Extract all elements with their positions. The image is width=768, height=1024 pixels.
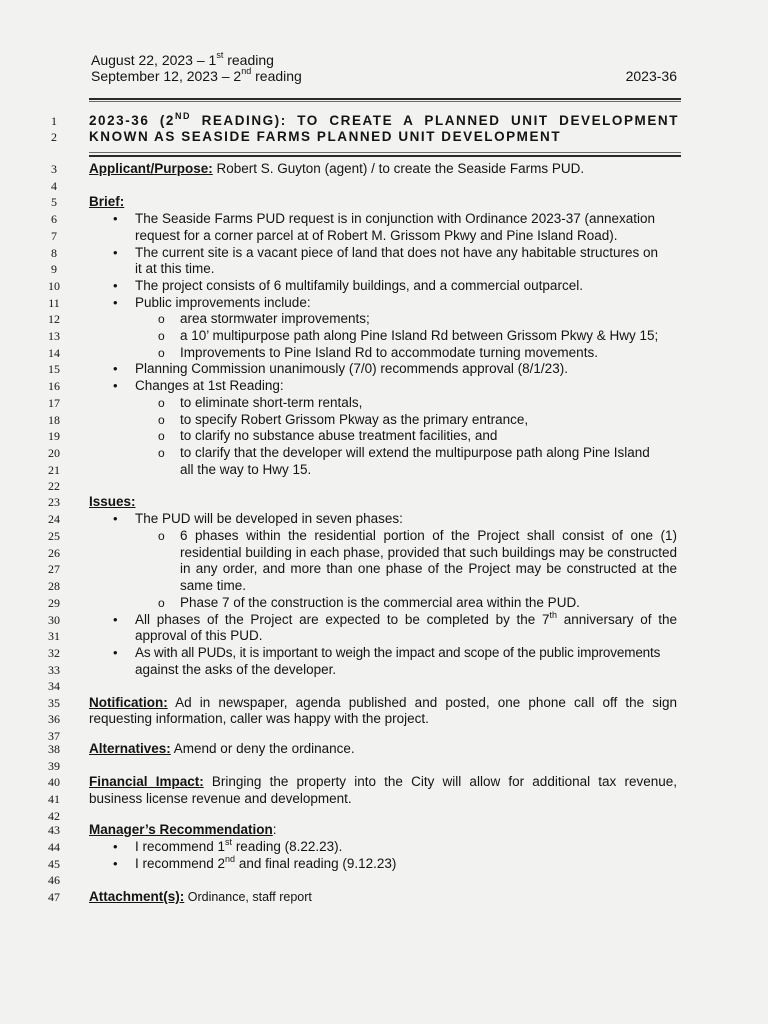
ordinance-title-line-1	[89, 110, 679, 130]
second-reading-tail: reading	[251, 68, 302, 84]
notification-line-35	[89, 695, 677, 712]
ordinance-number: 2023-36	[625, 68, 677, 84]
line-number: 27	[48, 562, 60, 576]
brief-line-10: The project consists of 6 multifamily buildings, and a commercial outparcel.	[135, 278, 583, 293]
line-number: 30	[48, 613, 60, 627]
applicant-label: Applicant/Purpose:	[89, 161, 213, 176]
brief-heading	[89, 194, 124, 211]
notification-label: Notification:	[89, 695, 168, 710]
sub-bullet: o	[158, 446, 165, 460]
title-sup: ND	[174, 110, 192, 121]
brief-line-15: Planning Commission unanimously (7/0) recommends approval (8/1/23).	[135, 361, 568, 376]
top-divider-thin	[89, 101, 681, 102]
brief-line-16: Changes at 1st Reading:	[135, 378, 284, 393]
financial-text: Bringing the property into the City will allow for additional tax revenue,	[203, 774, 677, 789]
line-number: 45	[48, 857, 60, 871]
line-number: 47	[48, 890, 60, 904]
title-text-a: 2023-36 (2	[89, 113, 175, 128]
financial-line-40	[89, 774, 677, 791]
manager-line-44-sup: st	[225, 836, 233, 847]
line-number: 12	[48, 312, 60, 326]
manager-line-45-a: I recommend 2	[135, 856, 226, 871]
issues-line-30	[135, 609, 678, 629]
line-number: 8	[51, 246, 57, 260]
brief-line-8: The current site is a vacant piece of land that does not have any habitable structures on	[135, 245, 659, 260]
second-reading-date: September 12, 2023 – 2	[91, 68, 242, 84]
brief-line-17: to eliminate short-term rentals,	[180, 395, 363, 410]
line-number: 26	[48, 546, 60, 560]
bullet: •	[113, 211, 118, 226]
line-number: 17	[48, 396, 60, 410]
issues-line-30-b: anniversary of the	[557, 612, 678, 627]
brief-line-21: all the way to Hwy 15.	[180, 462, 312, 477]
line-number: 10	[48, 279, 60, 293]
financial-label: Financial Impact:	[89, 774, 204, 789]
line-number: 35	[48, 696, 60, 710]
line-number: 31	[48, 629, 60, 643]
line-number: 4	[51, 179, 57, 193]
manager-line-45-sup: nd	[225, 853, 236, 864]
brief-line-14: Improvements to Pine Island Rd to accommodate turning movements.	[180, 345, 598, 360]
second-reading-line	[91, 68, 302, 84]
first-reading-line	[91, 52, 302, 68]
line-number: 11	[48, 296, 60, 310]
line-number: 37	[48, 729, 60, 743]
manager-label: Manager’s Recommendation	[89, 822, 273, 837]
bullet: •	[113, 278, 118, 293]
line-number: 14	[48, 346, 60, 360]
notification-line-36: requesting information, caller was happy with the project.	[89, 711, 429, 726]
line-number: 6	[51, 212, 57, 226]
line-number: 22	[48, 479, 60, 493]
brief-line-11: Public improvements include:	[135, 295, 311, 310]
line-number: 1	[51, 114, 57, 128]
brief-line-13: a 10’ multipurpose path along Pine Island Rd between Grissom Pkwy & Hwy 15;	[180, 328, 659, 343]
line-number: 2	[51, 130, 57, 144]
line-number: 19	[48, 429, 60, 443]
sub-bullet: o	[158, 596, 165, 610]
alternatives-text: Amend or deny the ordinance.	[170, 741, 355, 756]
line-number: 43	[48, 823, 60, 837]
ordinance-title-line-2: KNOWN AS SEASIDE FARMS PLANNED UNIT DEVELOPMENT	[89, 129, 562, 144]
issues-line-30-a: All phases of the Project are expected to be completed by the 7	[135, 612, 550, 627]
issues-line-28: same time.	[180, 578, 247, 593]
line-number: 24	[48, 512, 60, 526]
title-divider-thin	[89, 152, 681, 153]
bullet: •	[113, 856, 118, 871]
second-reading-sup: nd	[241, 66, 252, 77]
alternatives-label: Alternatives:	[89, 741, 171, 756]
sub-bullet: o	[158, 346, 165, 360]
line-number: 46	[48, 873, 60, 887]
bullet: •	[113, 361, 118, 376]
first-reading-sup: st	[216, 50, 224, 61]
bullet: •	[113, 245, 118, 260]
issues-line-24: The PUD will be developed in seven phases:	[135, 511, 403, 526]
brief-line-12: area stormwater improvements;	[180, 311, 370, 326]
issues-line-33: against the asks of the developer.	[135, 662, 337, 677]
applicant-text: Robert S. Guyton (agent) / to create the Seaside Farms PUD.	[212, 161, 585, 176]
manager-colon: :	[272, 822, 277, 837]
line-number: 13	[48, 329, 60, 343]
bullet: •	[113, 295, 118, 310]
line-number: 25	[48, 529, 60, 543]
line-number: 15	[48, 362, 60, 376]
line-number: 44	[48, 840, 60, 854]
issues-line-31: approval of this PUD.	[135, 628, 263, 643]
bullet: •	[113, 511, 118, 526]
line-number: 39	[48, 759, 60, 773]
bullet: •	[113, 378, 118, 393]
brief-label: Brief	[89, 194, 120, 209]
issues-colon: :	[131, 494, 136, 509]
line-number: 34	[48, 679, 60, 693]
line-number: 3	[51, 162, 57, 176]
bullet: •	[113, 839, 118, 854]
financial-line-41: business license revenue and development.	[89, 791, 352, 806]
brief-line-6: The Seaside Farms PUD request is in conjunction with Ordinance 2023-37 (annexation	[135, 211, 656, 226]
line-number: 5	[51, 195, 57, 209]
brief-line-20: to clarify that the developer will extend the multipurpose path along Pine Island	[180, 445, 650, 460]
manager-line-44-b: reading (8.22.23).	[232, 839, 343, 854]
attachments-label: Attachment(s):	[89, 889, 185, 904]
line-number: 23	[48, 495, 60, 509]
sub-bullet: o	[158, 312, 165, 326]
line-number: 20	[48, 446, 60, 460]
line-number: 29	[48, 596, 60, 610]
title-divider	[89, 155, 681, 157]
manager-line-45-b: and final reading (9.12.23)	[235, 856, 397, 871]
issues-line-32: As with all PUDs, it is important to weigh the impact and scope of the public improvements	[135, 645, 661, 660]
issues-line-29: Phase 7 of the construction is the commercial area within the PUD.	[180, 595, 580, 610]
first-reading-date: August 22, 2023 – 1	[91, 52, 217, 68]
line-number: 28	[48, 579, 60, 593]
sub-bullet: o	[158, 429, 165, 443]
line-number: 32	[48, 646, 60, 660]
manager-line-44	[135, 836, 343, 856]
notification-text: Ad in newspaper, agenda published and posted, one phone call off the sign	[167, 695, 677, 710]
sub-bullet: o	[158, 329, 165, 343]
issues-line-26: residential building in each phase, provided that such buildings may be constructed	[180, 545, 677, 560]
first-reading-tail: reading	[223, 52, 274, 68]
sub-bullet: o	[158, 529, 165, 543]
issues-heading	[89, 494, 136, 511]
line-number: 9	[51, 262, 57, 276]
reading-dates	[91, 52, 302, 84]
alternatives	[89, 741, 355, 758]
brief-colon: :	[119, 194, 125, 209]
line-number: 42	[48, 809, 60, 823]
line-number: 38	[48, 742, 60, 756]
line-number: 21	[48, 463, 60, 477]
brief-line-18: to specify Robert Grissom Pkway as the primary entrance,	[180, 412, 529, 427]
bullet: •	[113, 645, 118, 660]
line-number: 16	[48, 379, 60, 393]
bullet: •	[113, 612, 118, 627]
brief-line-9: it at this time.	[135, 261, 215, 276]
manager-heading	[89, 822, 277, 839]
sub-bullet: o	[158, 413, 165, 427]
issues-line-30-sup: th	[549, 609, 558, 620]
manager-line-45	[135, 853, 397, 873]
line-number: 40	[48, 775, 60, 789]
line-number: 18	[48, 413, 60, 427]
top-divider	[89, 98, 681, 100]
applicant-purpose	[89, 161, 584, 178]
line-number: 7	[51, 229, 57, 243]
attachments-text: Ordinance, staff report	[184, 890, 312, 904]
title-text-b: READING): TO CREATE A PLANNED UNIT DEVELOPMENT	[191, 113, 679, 128]
issues-line-25: 6 phases within the residential portion of the Project shall consist of one (1)	[180, 528, 677, 543]
line-number: 33	[48, 663, 60, 677]
brief-line-7: request for a corner parcel at of Robert M. Grissom Pkwy and Pine Island Road).	[135, 228, 618, 243]
line-number: 36	[48, 712, 60, 726]
issues-line-27: in any order, and more than one phase of the Project may be constructed at the	[180, 561, 677, 576]
manager-line-44-a: I recommend 1	[135, 839, 226, 854]
line-number: 41	[48, 792, 60, 806]
issues-label: Issues	[89, 494, 132, 509]
attachments	[89, 889, 312, 906]
brief-line-19: to clarify no substance abuse treatment facilities, and	[180, 428, 498, 443]
sub-bullet: o	[158, 396, 165, 410]
